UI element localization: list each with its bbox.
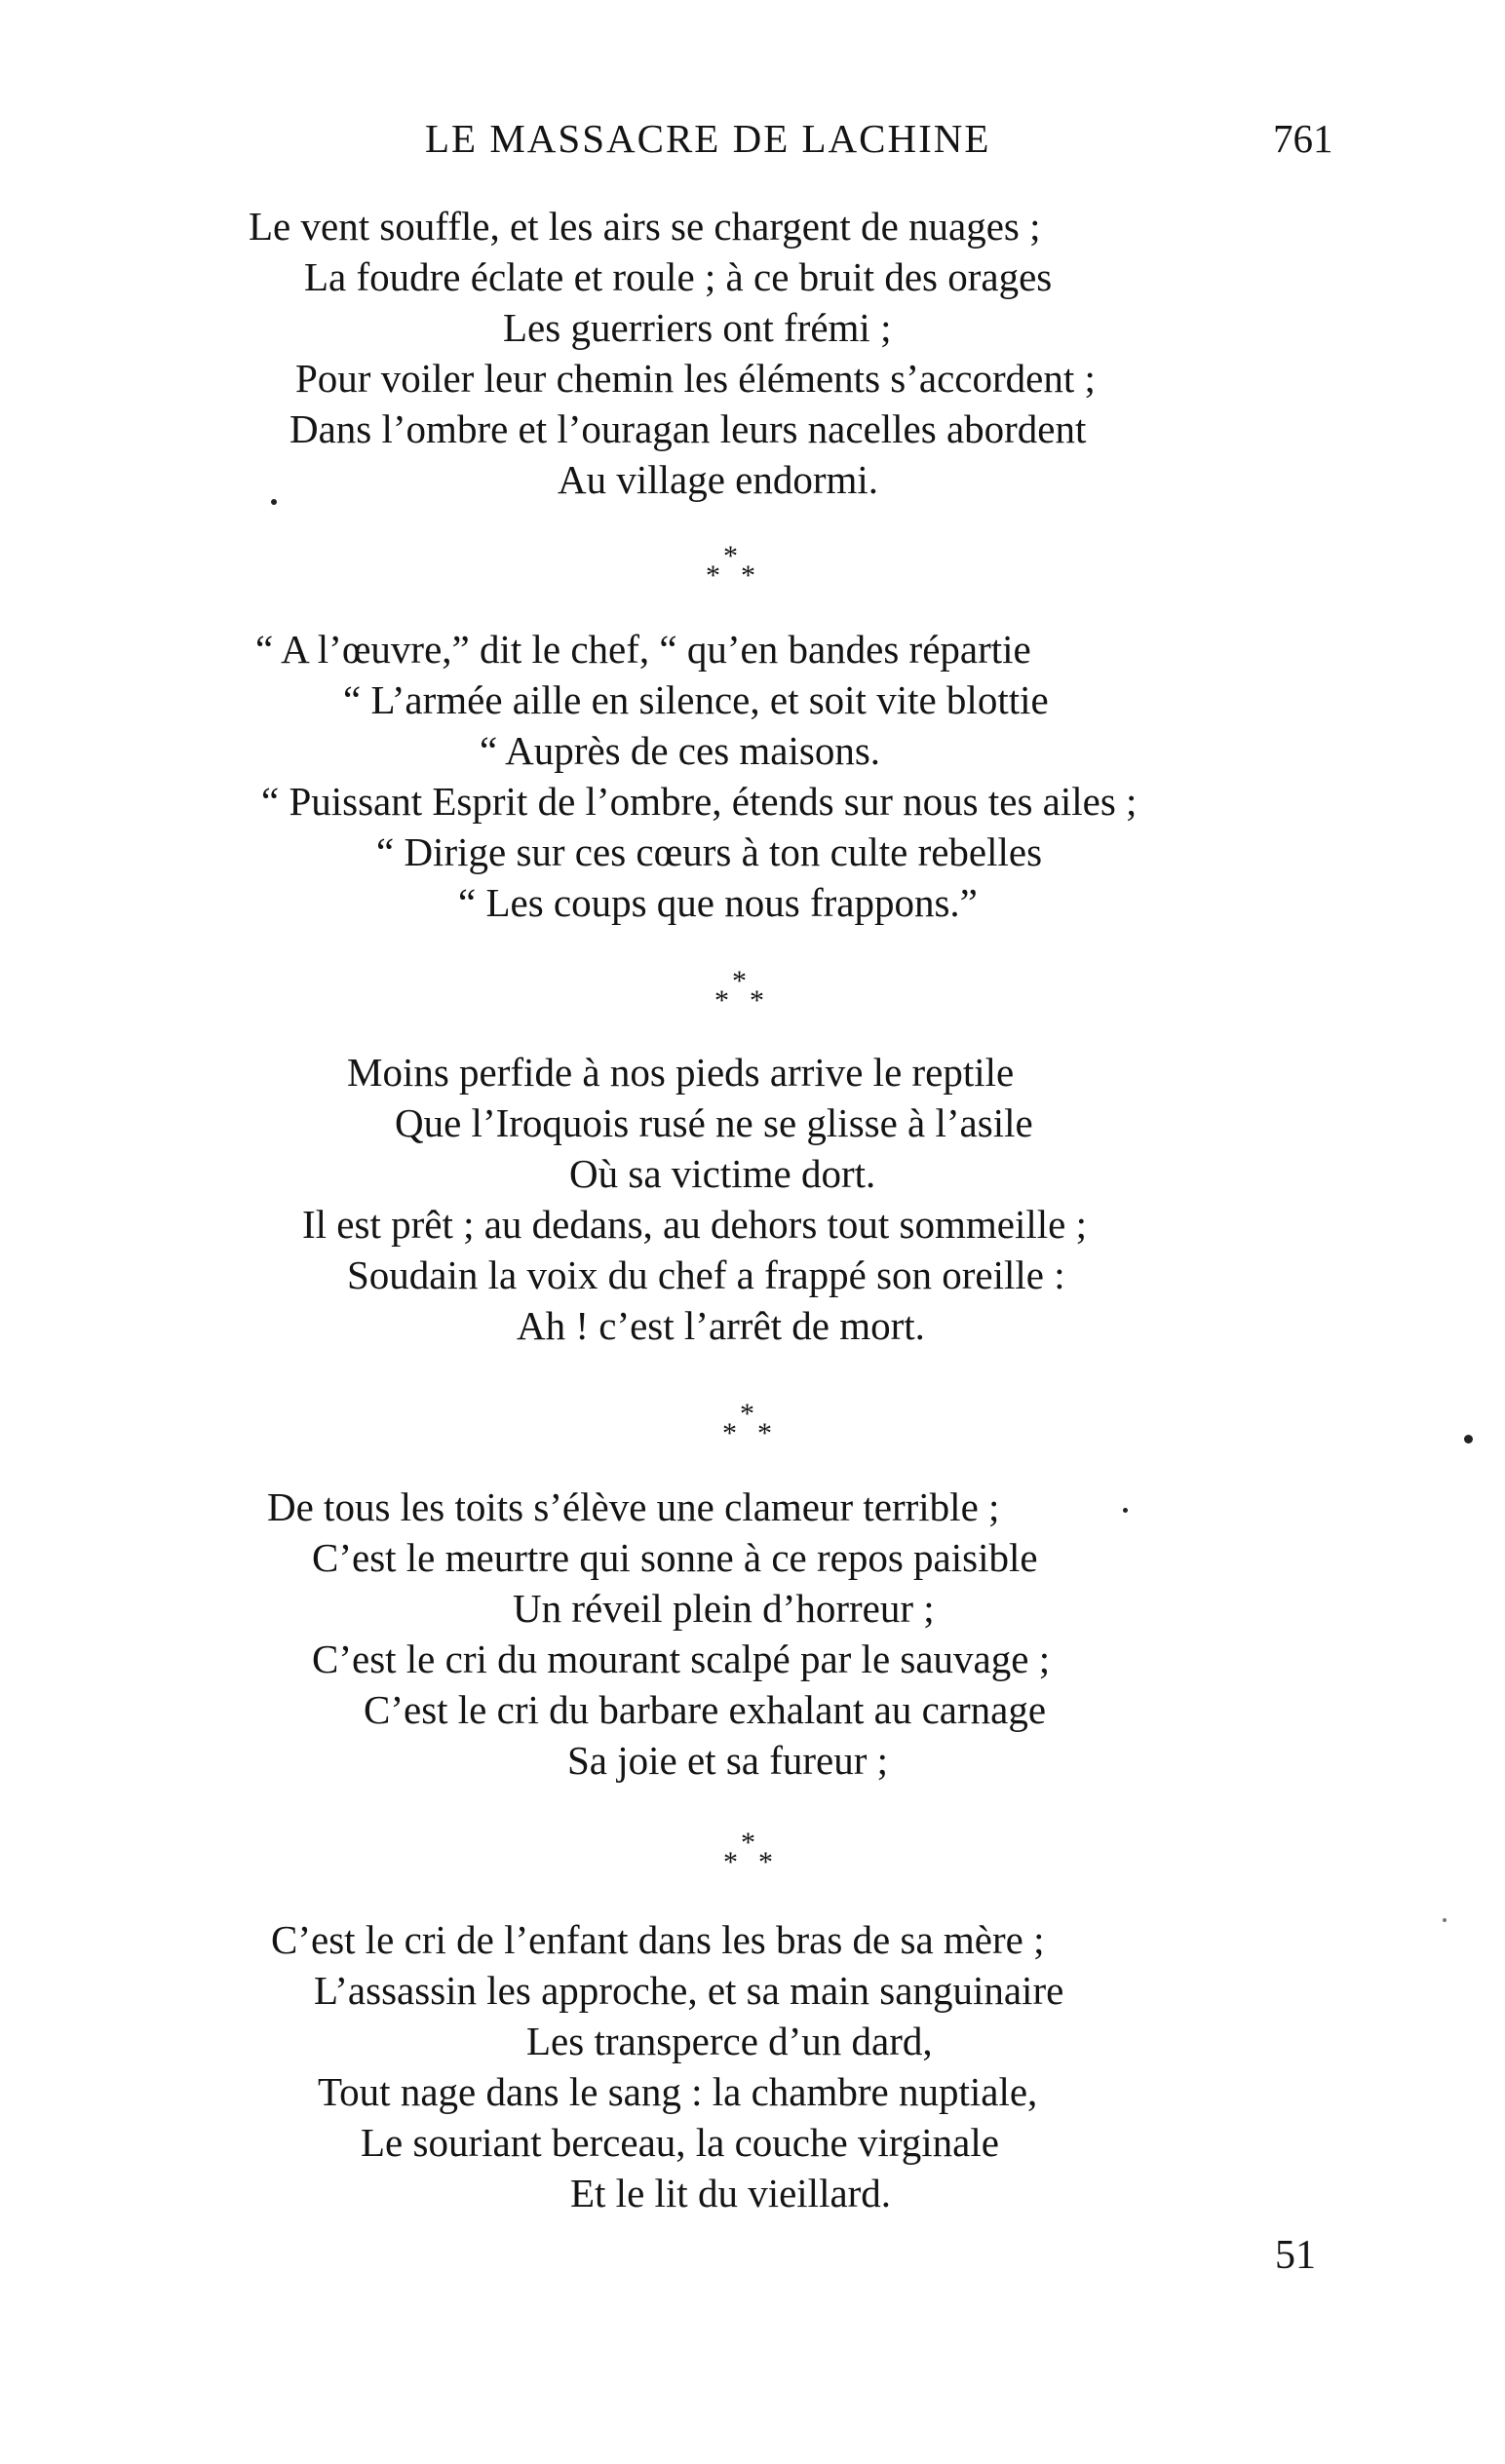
- verse-line: Que l’Iroquois rusé ne se glisse à l’asile: [395, 1100, 1033, 1145]
- verse-line: C’est le cri de l’enfant dans les bras de sa mère ;: [271, 1917, 1045, 1962]
- verse-line: Où sa victime dort.: [569, 1151, 876, 1196]
- scan-speck: [1123, 1508, 1128, 1513]
- verse-line: Et le lit du vieillard.: [570, 2171, 892, 2215]
- verse-line: Ah ! c’est l’arrêt de mort.: [517, 1303, 925, 1348]
- asterism-divider: * * *: [723, 1827, 773, 1878]
- verse-line: “ Auprès de ces maisons.: [480, 728, 881, 773]
- verse-line: Moins perfide à nos pieds arrive le reptile: [347, 1050, 1015, 1095]
- verse-line: Le vent souffle, et les airs se chargent de nuages ;: [249, 204, 1041, 249]
- verse-line: Soudain la voix du chef a frappé son oreille :: [347, 1252, 1065, 1297]
- verse-line: “ Dirige sur ces cœurs à ton culte rebelles: [376, 829, 1043, 874]
- verse-line: Pour voiler leur chemin les éléments s’accordent ;: [295, 356, 1096, 401]
- scan-speck: [1464, 1435, 1473, 1444]
- verse-line: “ Puissant Esprit de l’ombre, étends sur nous tes ailes ;: [261, 779, 1138, 824]
- asterism-divider: * * *: [706, 540, 755, 592]
- asterism-divider: * * *: [722, 1398, 772, 1449]
- verse-line: C’est le cri du mourant scalpé par le sauvage ;: [312, 1636, 1051, 1681]
- asterism-divider: * * *: [714, 965, 764, 1017]
- page-number: 761: [1273, 116, 1333, 161]
- scan-speck: [1443, 1918, 1447, 1922]
- verse-line: “ L’armée aille en silence, et soit vite blottie: [343, 677, 1049, 722]
- verse-line: “ Les coups que nous frappons.”: [458, 880, 978, 925]
- verse-line: Il est prêt ; au dedans, au dehors tout sommeille ;: [302, 1202, 1088, 1247]
- signature-mark: 51: [1275, 2233, 1316, 2278]
- verse-line: Au village endormi.: [558, 457, 879, 502]
- running-head-title: LE MASSACRE DE LACHINE: [425, 116, 991, 161]
- verse-line: C’est le meurtre qui sonne à ce repos paisible: [312, 1535, 1038, 1580]
- verse-line: C’est le cri du barbare exhalant au carnage: [364, 1687, 1047, 1732]
- verse-line: Le souriant berceau, la couche virginale: [361, 2120, 999, 2165]
- verse-line: Dans l’ombre et l’ouragan leurs nacelles abordent: [289, 406, 1087, 451]
- verse-line: Les guerriers ont frémi ;: [503, 305, 892, 350]
- verse-line: “ A l’œuvre,” dit le chef, “ qu’en bandes répartie: [255, 627, 1031, 672]
- verse-line: La foudre éclate et roule ; à ce bruit des orages: [304, 254, 1053, 299]
- verse-line: Sa joie et sa fureur ;: [567, 1738, 889, 1783]
- scan-speck: [271, 499, 277, 505]
- verse-line: L’assassin les approche, et sa main sanguinaire: [314, 1968, 1064, 2013]
- verse-line: De tous les toits s’élève une clameur terrible ;: [267, 1484, 1000, 1529]
- verse-line: Tout nage dans le sang : la chambre nuptiale,: [318, 2069, 1038, 2114]
- verse-line: Les transperce d’un dard,: [526, 2019, 933, 2063]
- verse-line: Un réveil plein d’horreur ;: [513, 1586, 935, 1631]
